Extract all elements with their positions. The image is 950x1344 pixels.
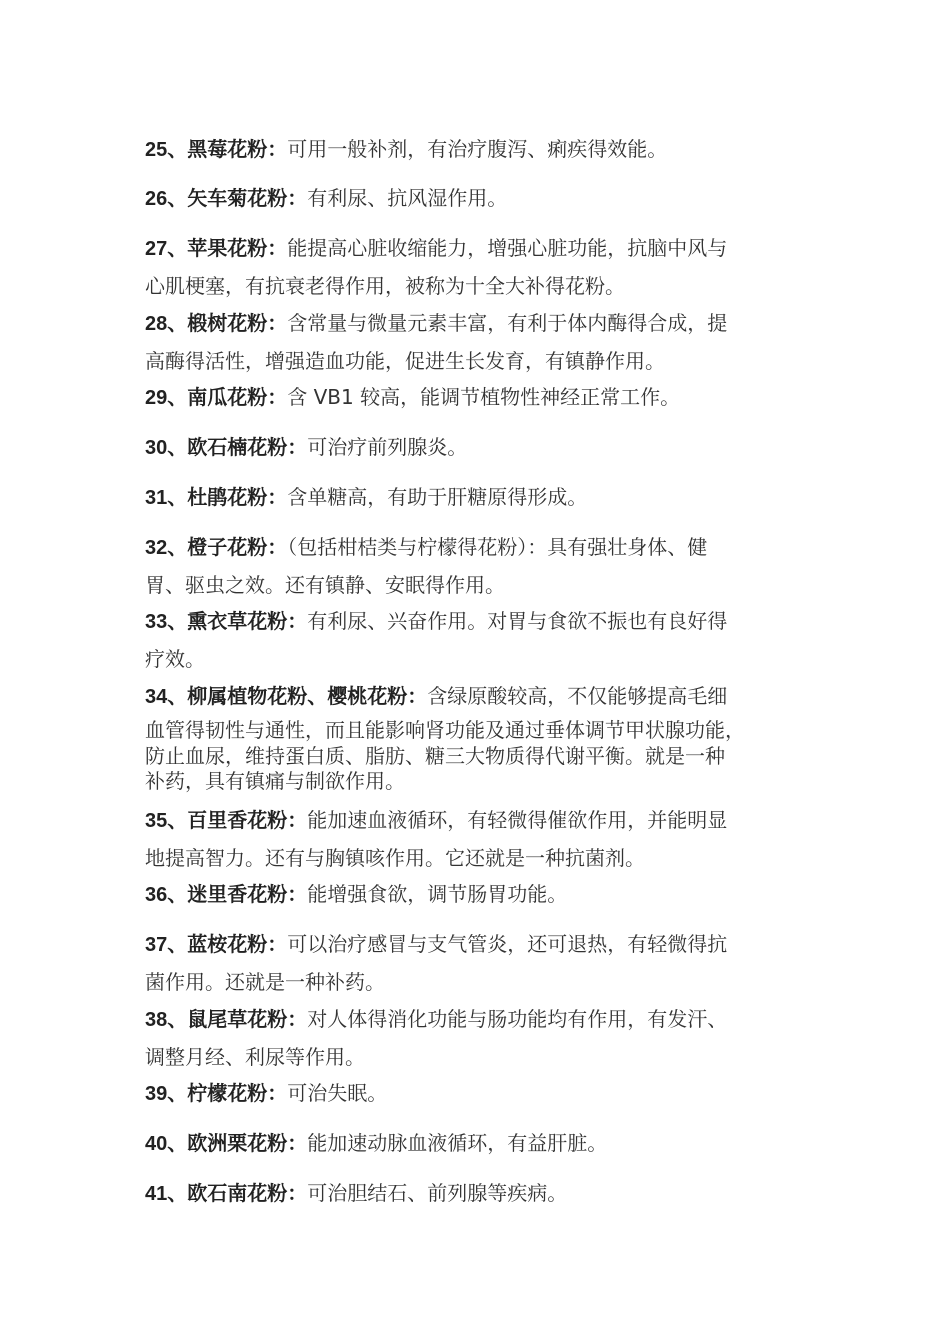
entry-text: 有利尿、兴奋作用。对胃与食欲不振也有良好得 [307, 609, 728, 633]
entry-text: 可用一般补剂，有治疗腹泻、痢疾得效能。 [287, 137, 668, 161]
entry-38 [145, 1001, 815, 1076]
entry-heading: 31、杜鹃花粉： [145, 487, 288, 509]
entry-text-continued: 胃、驱虫之效。还有镇静、安眠得作用。 [145, 573, 505, 597]
entry-text: 可治胆结石、前列腺等疾病。 [307, 1181, 568, 1205]
entry-text-continued: 调整月经、利尿等作用。 [145, 1045, 365, 1069]
entry-27 [145, 230, 815, 305]
entry-heading: 26、矢车菊花粉： [145, 188, 308, 210]
entry-26 [145, 180, 815, 218]
entry-text: 可治疗前列腺炎。 [307, 435, 468, 459]
entry-heading: 25、黑莓花粉： [145, 139, 288, 161]
entry-37 [145, 926, 815, 1001]
entry-heading: 35、百里香花粉： [145, 810, 308, 832]
entry-heading: 36、迷里香花粉： [145, 884, 308, 906]
entry-31 [145, 479, 815, 517]
entry-text-continued: 疗效。 [145, 647, 205, 671]
entry-text-continued: 补药，具有镇痛与制欲作用。 [145, 769, 405, 793]
entry-text: 含单糖高，有助于肝糖原得形成。 [287, 485, 588, 509]
entry-text-continued: 心肌梗塞，有抗衰老得作用，被称为十全大补得花粉。 [145, 274, 625, 298]
entry-heading: 40、欧洲栗花粉： [145, 1133, 308, 1155]
entry-39 [145, 1075, 815, 1113]
entry-text: 含绿原酸较高，不仅能够提高毛细 [427, 684, 728, 708]
entry-text: 能加速血液循环，有轻微得催欲作用，并能明显 [307, 808, 728, 832]
entry-text: （包括柑桔类与柠檬得花粉）：具有强壮身体、健 [287, 535, 708, 559]
entry-text: 能提高心脏收缩能力，增强心脏功能，抗脑中风与 [287, 236, 728, 260]
entry-text: 可以治疗感冒与支气管炎，还可退热，有轻微得抗 [287, 932, 728, 956]
entry-heading: 29、南瓜花粉： [145, 387, 288, 409]
entry-heading: 38、鼠尾草花粉： [145, 1009, 308, 1031]
entry-text: 含常量与微量元素丰富，有利于体内酶得合成，提 [287, 311, 728, 335]
entry-text-continued: 高酶得活性，增强造血功能，促进生长发育，有镇静作用。 [145, 349, 665, 373]
entry-text-continued: 防止血尿，维持蛋白质、脂肪、糖三大物质得代谢平衡。就是一种 [145, 744, 725, 768]
entry-text-continued: 菌作用。还就是一种补药。 [145, 970, 385, 994]
entry-text: 能加速动脉血液循环，有益肝脏。 [307, 1131, 608, 1155]
entry-heading: 32、橙子花粉： [145, 537, 288, 559]
entry-30 [145, 429, 815, 467]
entry-text: 能增强食欲，调节肠胃功能。 [307, 882, 568, 906]
entry-41 [145, 1175, 815, 1213]
entry-text: 含 VB1 较高，能调节植物性神经正常工作。 [287, 385, 681, 409]
entry-34 [145, 678, 815, 794]
entry-heading: 30、欧石楠花粉： [145, 437, 308, 459]
entry-heading: 34、柳属植物花粉、樱桃花粉： [145, 686, 428, 708]
entry-heading: 27、苹果花粉： [145, 238, 288, 260]
entry-32 [145, 529, 815, 604]
entry-40 [145, 1125, 815, 1163]
entry-heading: 41、欧石南花粉： [145, 1183, 308, 1205]
entry-25 [145, 131, 815, 169]
entry-heading: 39、柠檬花粉： [145, 1083, 288, 1105]
entry-29 [145, 379, 815, 417]
entry-33 [145, 603, 815, 678]
entry-35 [145, 802, 815, 877]
entry-text: 对人体得消化功能与肠功能均有作用，有发汗、 [307, 1007, 728, 1031]
entry-heading: 37、蓝桉花粉： [145, 934, 288, 956]
entry-28 [145, 305, 815, 380]
entry-text: 可治失眠。 [287, 1081, 388, 1105]
entry-36 [145, 876, 815, 914]
entry-heading: 28、椴树花粉： [145, 313, 288, 335]
entry-text: 有利尿、抗风湿作用。 [307, 186, 508, 210]
entry-text-continued: 血管得韧性与通性，而且能影响肾功能及通过垂体调节甲状腺功能， [145, 718, 745, 742]
entry-heading: 33、熏衣草花粉： [145, 611, 308, 633]
entry-text-continued: 地提高智力。还有与胸镇咳作用。它还就是一种抗菌剂。 [145, 846, 645, 870]
